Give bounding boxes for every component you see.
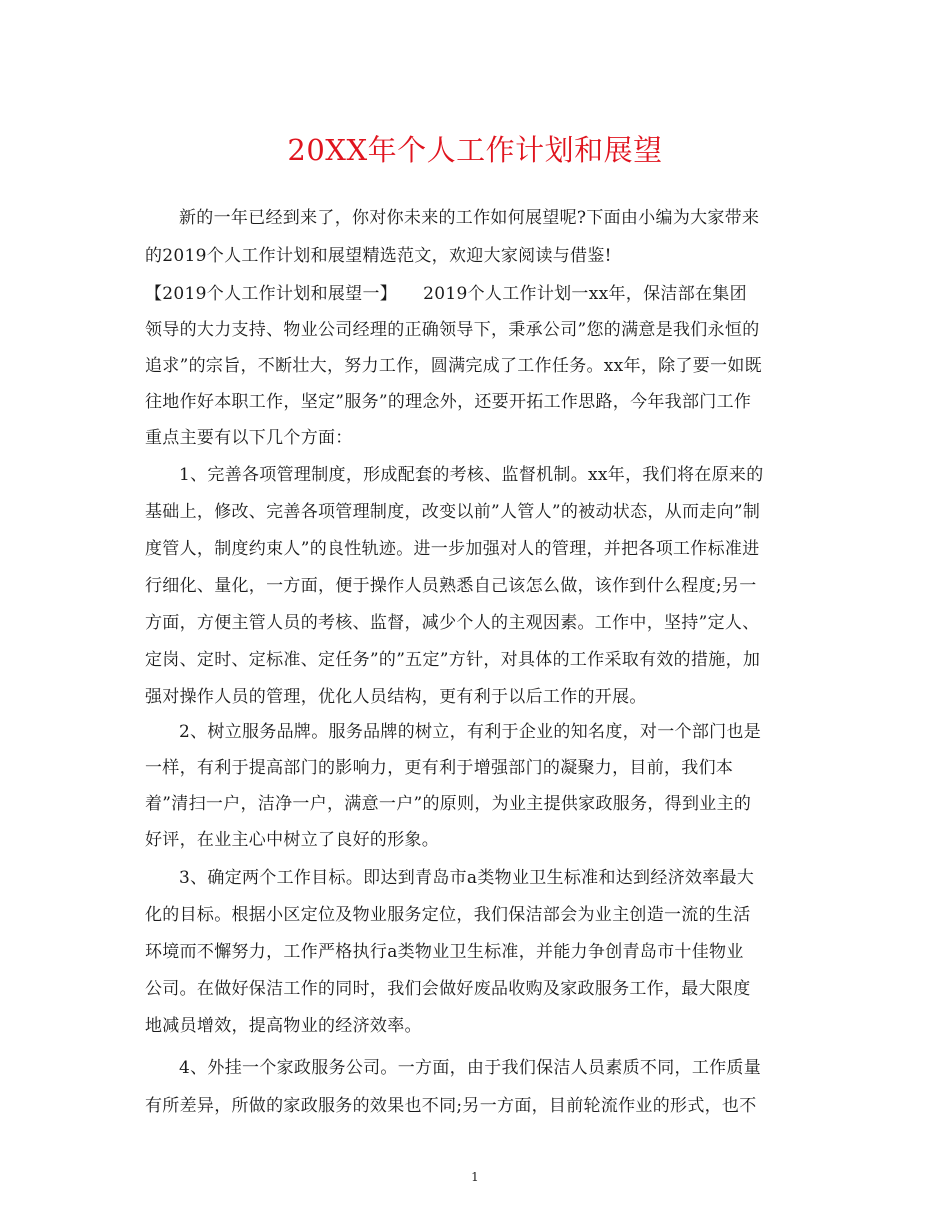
paragraph-line: 有所差异，所做的家政服务的效果也不同;另一方面，目前轮流作业的形式，也不 — [145, 1096, 757, 1116]
paragraph-line: 2、树立服务品牌。服务品牌的树立，有利于企业的知名度，对一个部门也是 — [179, 722, 762, 742]
paragraph-line: 强对操作人员的管理，优化人员结构，更有利于以后工作的开展。 — [145, 687, 647, 707]
paragraph-line: 化的目标。根据小区定位及物业服务定位，我们保洁部会为业主创造一流的生活 — [145, 905, 751, 925]
paragraph-line: 往地作好本职工作，坚定”服务”的理念外，还要开拓工作思路，今年我部门工作 — [145, 392, 752, 412]
document-title: 20XX年个人工作计划和展望 — [287, 133, 663, 167]
paragraph-line: 领导的大力支持、物业公司经理的正确领导下，秉承公司”您的满意是我们永恒的 — [145, 320, 760, 340]
paragraph-line: 重点主要有以下几个方面： — [145, 428, 353, 448]
paragraph-line: 追求”的宗旨，不断壮大，努力工作，圆满完成了工作任务。xx年，除了要一如既 — [145, 356, 762, 376]
paragraph-line: 1、完善各项管理制度，形成配套的考核、监督机制。xx年，我们将在原来的 — [179, 465, 764, 485]
paragraph-line: 一样，有利于提高部门的影响力，更有利于增强部门的凝聚力，目前，我们本 — [145, 758, 734, 778]
paragraph-line: 的2019个人工作计划和展望精选范文，欢迎大家阅读与借鉴! — [145, 246, 612, 266]
paragraph-line: 定岗、定时、定标准、定任务”的”五定”方针，对具体的工作采取有效的措施，加 — [145, 650, 761, 670]
paragraph-line: 3、确定两个工作目标。即达到青岛市a类物业卫生标准和达到经济效率最大 — [179, 868, 755, 888]
paragraph-line: 好评，在业主心中树立了良好的形象。 — [145, 830, 440, 850]
paragraph-line: 公司。在做好保洁工作的同时，我们会做好废品收购及家政服务工作，最大限度 — [145, 979, 751, 999]
paragraph-line: 着”清扫一户，洁净一户，满意一户”的原则，为业主提供家政服务，得到业主的 — [145, 794, 752, 814]
paragraph-line: 【2019个人工作计划和展望一】 2019个人工作计划一xx年，保洁部在集团 — [145, 284, 747, 304]
paragraph-line: 4、外挂一个家政服务公司。一方面，由于我们保洁人员素质不同，工作质量 — [179, 1058, 762, 1078]
paragraph-line: 基础上，修改、完善各项管理制度，改变以前”人管人”的被动状态，从而走向”制 — [145, 502, 761, 522]
paragraph-line: 环境而不懈努力，工作严格执行a类物业卫生标准，并能力争创青岛市十佳物业 — [145, 942, 744, 962]
paragraph-line: 度管人，制度约束人”的良性轨迹。进一步加强对人的管理，并把各项工作标准进 — [145, 539, 760, 559]
page-number: 1 — [471, 1170, 479, 1184]
paragraph-line: 方面，方便主管人员的考核、监督，减少个人的主观因素。工作中，坚持”定人、 — [145, 613, 760, 633]
paragraph-line: 地减员增效，提高物业的经济效率。 — [145, 1016, 422, 1036]
paragraph-line: 行细化、量化，一方面，便于操作人员熟悉自己该怎么做，该作到什么程度;另一 — [145, 576, 757, 596]
paragraph-line: 新的一年已经到来了，你对你未来的工作如何展望呢?下面由小编为大家带来 — [179, 208, 760, 228]
